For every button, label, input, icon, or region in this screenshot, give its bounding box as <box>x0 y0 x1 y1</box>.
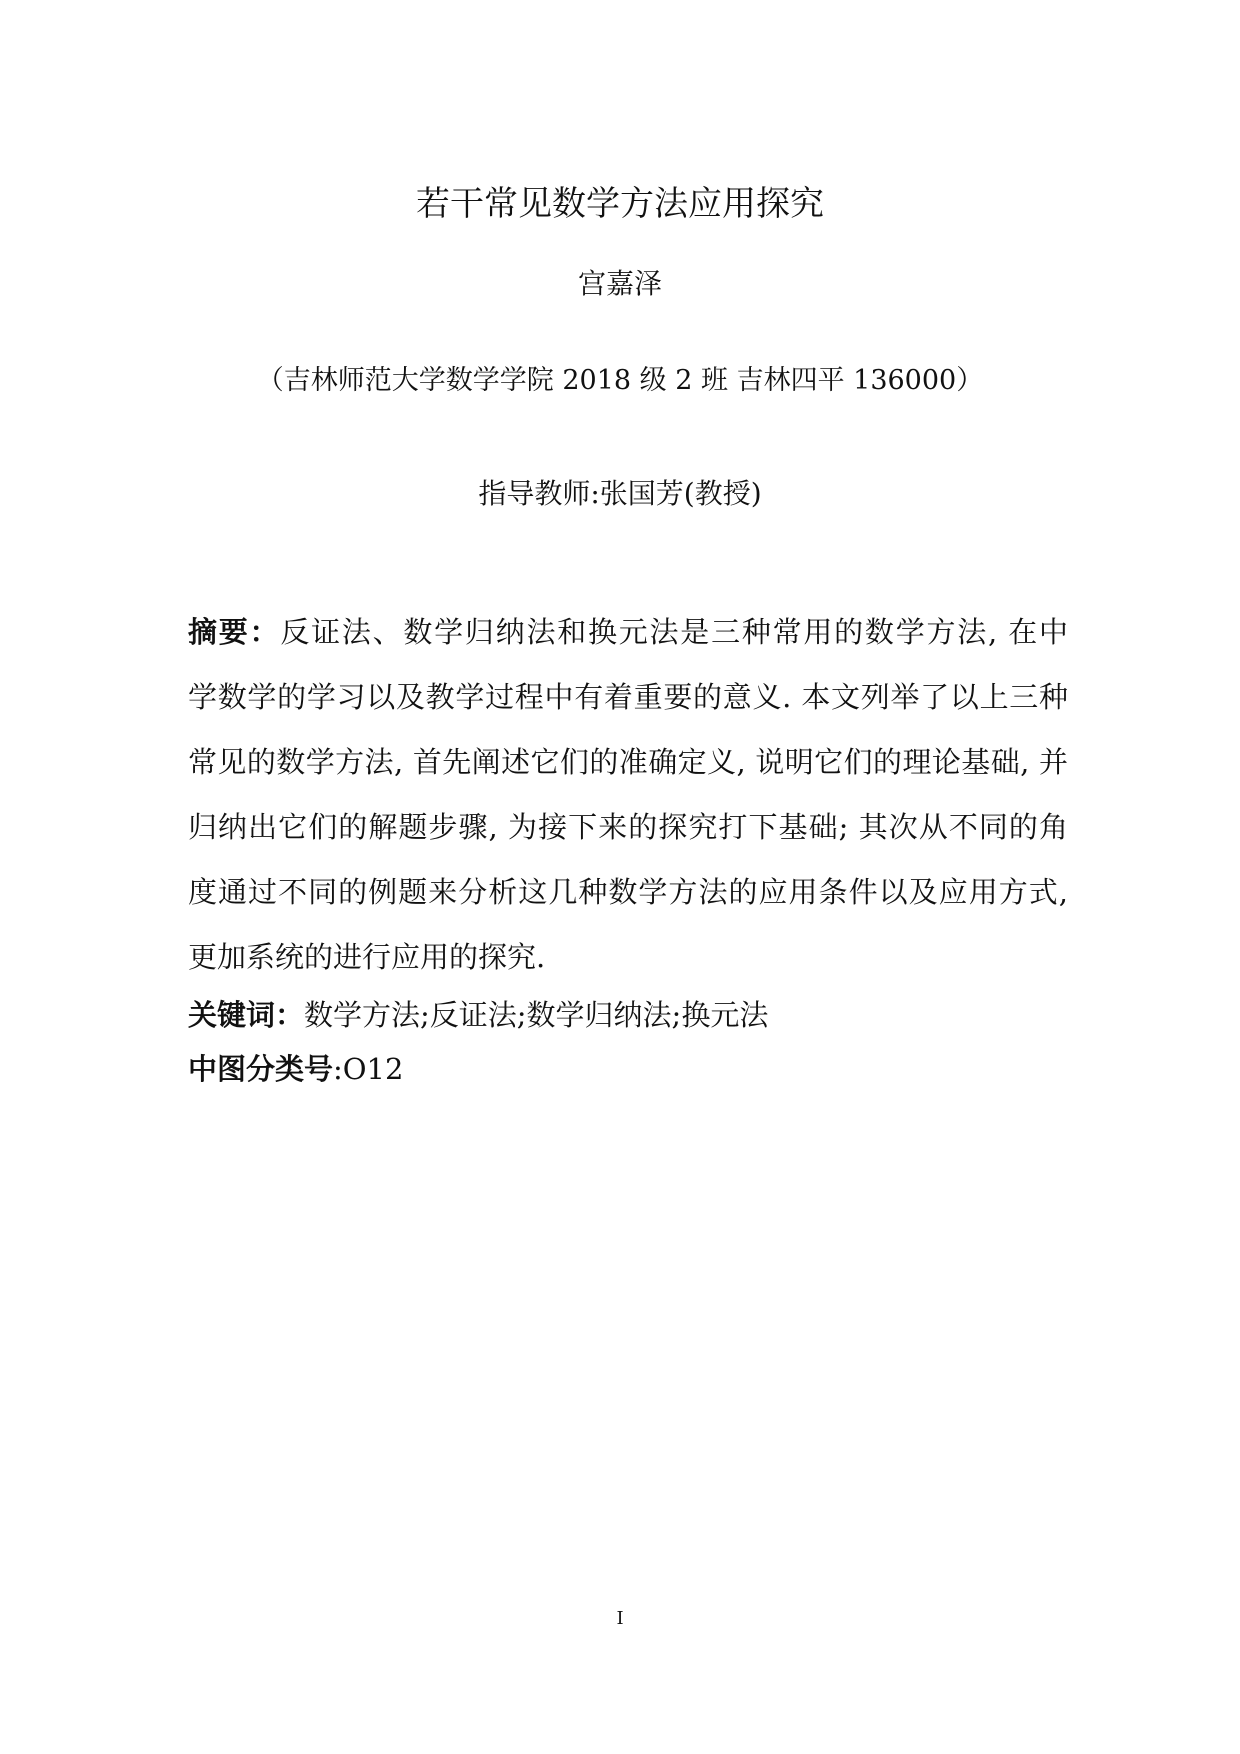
abstract-label: 摘要： <box>188 615 281 649</box>
keywords <box>188 993 768 1034</box>
abstract-line: 常见的数学方法, 首先阐述它们的准确定义, 说明它们的理论基础, 并 <box>188 745 1068 779</box>
classification <box>188 1047 403 1088</box>
page-number: I <box>616 1608 624 1629</box>
abstract-line <box>188 600 1068 665</box>
paper-title: 若干常见数学方法应用探究 <box>416 184 824 224</box>
affiliation: （吉林师范大学数学学院 2018 级 2 班 吉林四平 136000） <box>256 365 984 396</box>
author-name: 宫嘉泽 <box>577 267 662 300</box>
abstract-line: 归纳出它们的解题步骤, 为接下来的探究打下基础; 其次从不同的角 <box>188 810 1068 844</box>
abstract-text: 反证法、数学归纳法和换元法是三种常用的数学方法, 在中 <box>280 615 1068 649</box>
advisor: 指导教师:张国芳(教授) <box>478 477 762 510</box>
classification-value: :O12 <box>333 1052 404 1086</box>
abstract-line: 学数学的学习以及教学过程中有着重要的意义. 本文列举了以上三种 <box>188 680 1068 714</box>
abstract-line: 度通过不同的例题来分析这几种数学方法的应用条件以及应用方式, <box>188 875 1068 909</box>
abstract <box>188 600 1068 990</box>
keywords-label: 关键词： <box>188 998 305 1032</box>
abstract-line: 更加系统的进行应用的探究. <box>188 940 546 974</box>
classification-label: 中图分类号 <box>188 1052 334 1086</box>
keywords-value: 数学方法;反证法;数学归纳法;换元法 <box>304 998 769 1032</box>
